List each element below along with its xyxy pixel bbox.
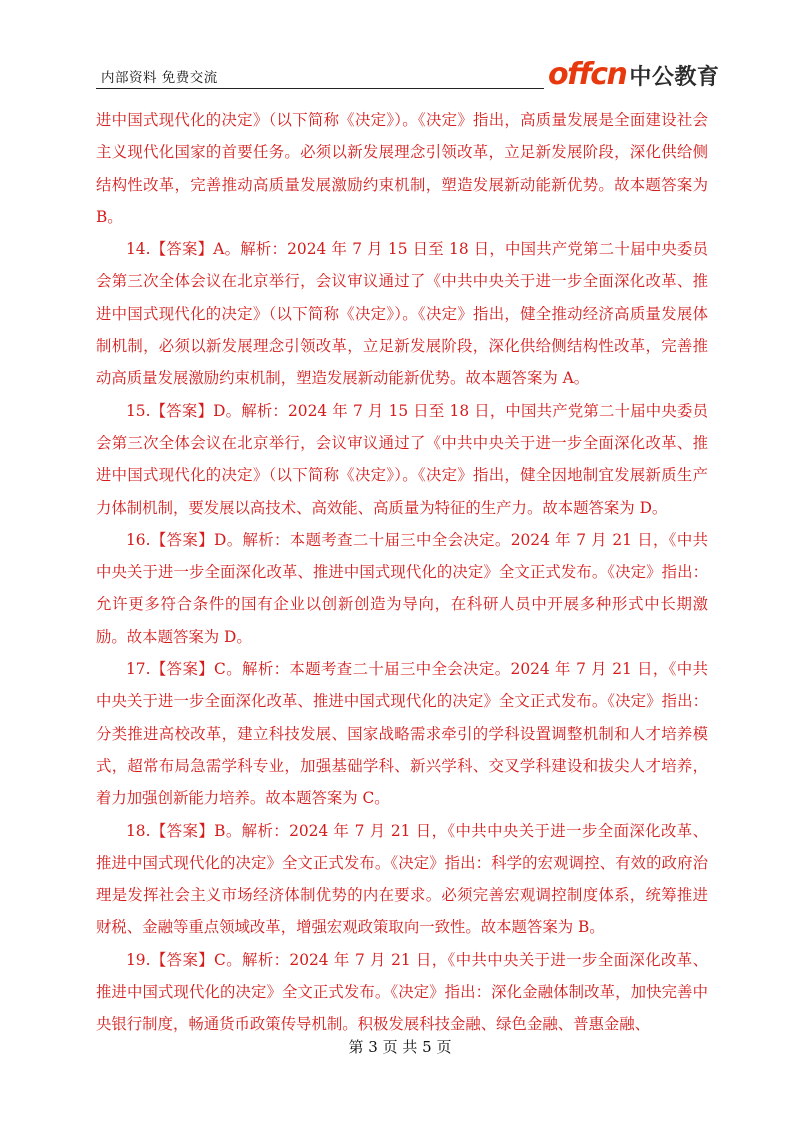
- logo-chinese-text: 中公教育: [629, 65, 720, 90]
- header-divider: [96, 88, 544, 89]
- answer-16: 16.【答案】D。解析：本题考查二十届三中全会决定。2024 年 7 月 21 日，《中共中央关于进一步全面深化改革、推进中国式现代化的决定》全文正式发布。《决定》指出：允许更多符合条件的国有企业以创新创造为导向，在科研人员中开展多种形式中长期激励。故本题答案为 D。: [96, 530, 708, 646]
- answer-19: 19.【答案】C。解析：2024 年 7 月 21 日，《中共中央关于进一步全面深化改革、推进中国式现代化的决定》全文正式发布。《决定》指出：深化金融体制改革，加快完善中央银行制度，畅通货币政策传导机制。积极发展科技金融、绿色金融、普惠金融、: [96, 950, 708, 1034]
- logo-latin-text: offcn: [548, 57, 627, 92]
- answer-content: [96, 104, 708, 1041]
- header-label: 内部资料 免费交流: [101, 70, 218, 86]
- page-number: 第 3 页 共 5 页: [348, 1038, 452, 1056]
- answer-17: 17.【答案】C。解析：本题考查二十届三中全会决定。2024 年 7 月 21 日，《中共中央关于进一步全面深化改革、推进中国式现代化的决定》全文正式发布。《决定》指出：分类推进高校改革，建立科技发展、国家战略需求牵引的学科设置调整机制和人才培养模式，超常布局急需学科专业，加强基础学科、新兴学科、交叉学科建设和拔尖人才培养，着力加强创新能力培养。故本题答案为 C。: [96, 660, 708, 808]
- answer-14: 14.【答案】A。解析：2024 年 7 月 15 日至 18 日，中国共产党第二十届中央委员会第三次全体会议在北京举行，会议审议通过了《中共中央关于进一步全面深化改革、推进中国式现代化的决定》（以下简称《决定》）。《决定》指出，健全推动经济高质量发展体制机制，必须以新发展理念引领改革，立足新发展阶段，深化供给侧结构性改革，完善推动高质量发展激励约束机制，塑造发展新动能新优势。故本题答案为 A。: [96, 240, 708, 388]
- answer-18: 18.【答案】B。解析：2024 年 7 月 21 日，《中共中央关于进一步全面深化改革、推进中国式现代化的决定》全文正式发布。《决定》指出：科学的宏观调控、有效的政府治理是发挥社会主义市场经济体制优势的内在要求。必须完善宏观调控制度体系，统筹推进财税、金融等重点领域改革，增强宏观政策取向一致性。故本题答案为 B。: [96, 821, 708, 937]
- paragraph-continuation: 进中国式现代化的决定》（以下简称《决定》）。《决定》指出，高质量发展是全面建设社会主义现代化国家的首要任务。必须以新发展理念引领改革，立足新发展阶段，深化供给侧结构性改革，完善推动高质量发展激励约束机制，塑造发展新动能新优势。故本题答案为 B。: [96, 111, 708, 226]
- offcn-logo: [548, 58, 719, 92]
- answer-15: 15.【答案】D。解析：2024 年 7 月 15 日至 18 日，中国共产党第二十届中央委员会第三次全体会议在北京举行，会议审议通过了《中共中央关于进一步全面深化改革、推进中国式现代化的决定》（以下简称《决定》）。《决定》指出，健全因地制宜发展新质生产力体制机制，要发展以高技术、高效能、高质量为特征的生产力。故本题答案为 D。: [96, 401, 708, 517]
